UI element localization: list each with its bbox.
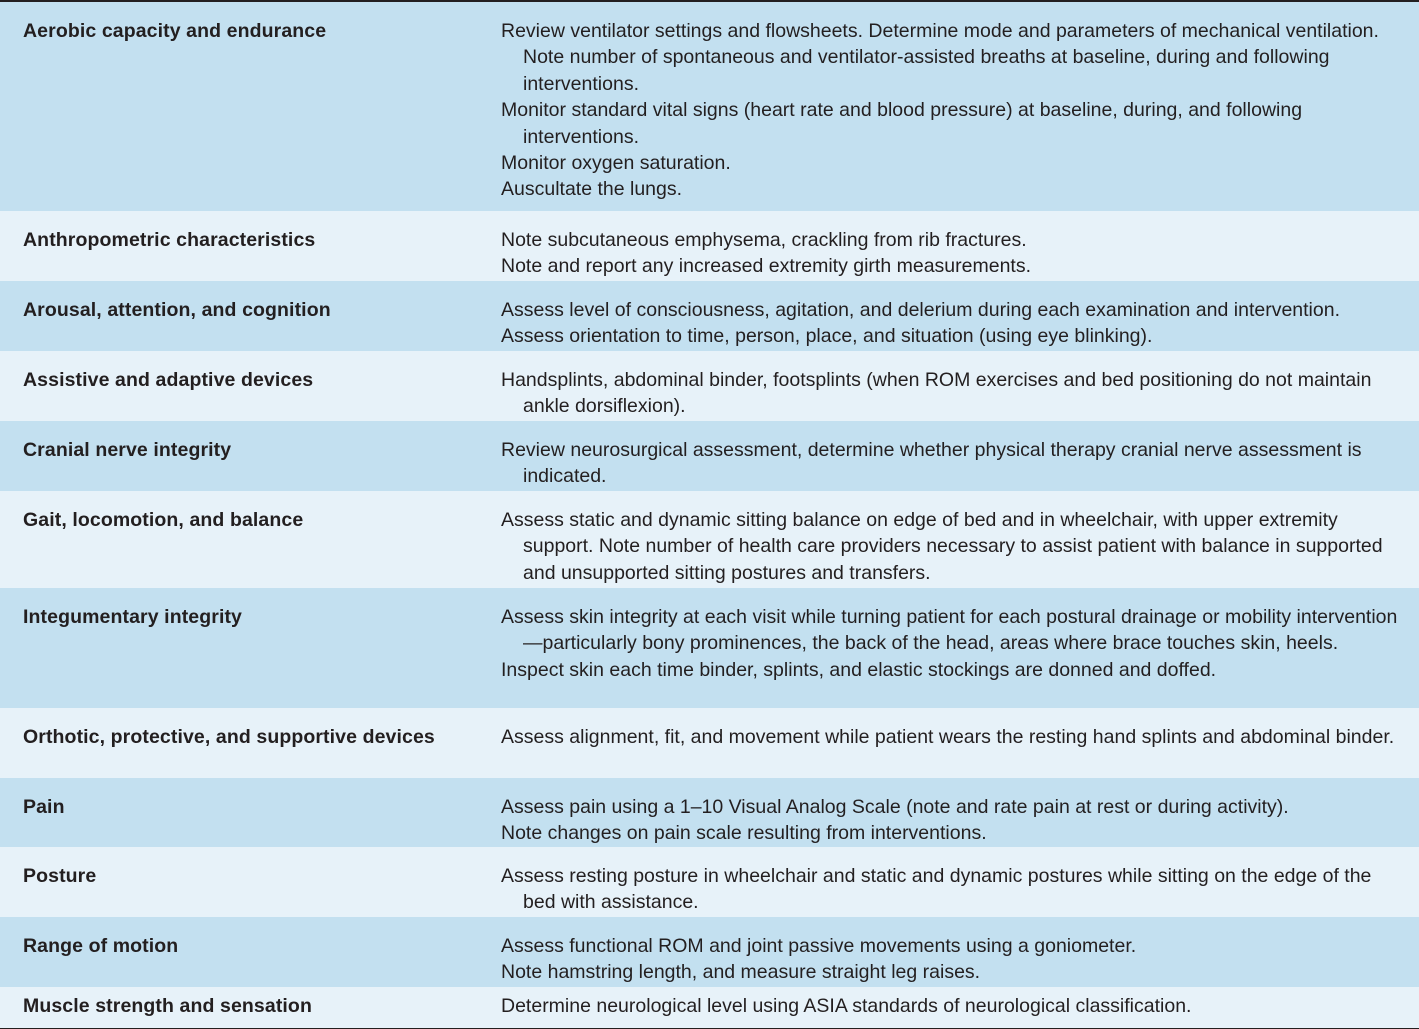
description-line: Assess pain using a 1–10 Visual Analog Scale (note and rate pain at rest or during activity).: [501, 796, 1289, 818]
row-description: [501, 993, 1401, 1019]
table-row: [0, 778, 1419, 847]
table-row: [0, 588, 1419, 708]
table-row: [0, 421, 1419, 491]
row-description: [501, 367, 1401, 420]
description-line: Determine neurological level using ASIA standards of neurological classification.: [501, 995, 1192, 1017]
row-description: [501, 227, 1401, 280]
row-description: [501, 604, 1401, 683]
table-row: [0, 917, 1419, 987]
row-label: Anthropometric characteristics: [23, 229, 316, 251]
row-label: Integumentary integrity: [23, 606, 242, 628]
row-description: [501, 297, 1401, 350]
row-label: Gait, locomotion, and balance: [23, 509, 304, 531]
row-label: Range of motion: [23, 935, 179, 957]
description-line: Assess functional ROM and joint passive movements using a goniometer.: [501, 935, 1137, 957]
description-line: Assess resting posture in wheelchair and static and dynamic postures while sitting on the edge of the bed with assistance.: [501, 865, 1372, 914]
description-line: Assess static and dynamic sitting balance on edge of bed and in wheelchair, with upper extremity support. Note number of health care providers necessary to assist patient with balance in supported and unsupported sitting postures and transfers.: [501, 509, 1383, 584]
description-line: Inspect skin each time binder, splints, and elastic stockings are donned and doffed.: [501, 658, 1217, 681]
description-line: Review ventilator settings and flowsheets. Determine mode and parameters of mechanical ventilation. Note number of spontaneous and ventilator-assisted breaths at baseline, during and following interventions.: [501, 20, 1379, 95]
description-line: Assess skin integrity at each visit while turning patient for each postural drainage or mobility intervention—particularly bony prominences, the back of the head, areas where brace touches skin, heels.: [501, 606, 1398, 655]
description-line: Note subcutaneous emphysema, crackling from rib fractures.: [501, 229, 1027, 251]
row-label: Muscle strength and sensation: [23, 995, 312, 1017]
row-label: Posture: [23, 865, 97, 887]
table-row: [0, 281, 1419, 351]
description-line: Assess alignment, fit, and movement while patient wears the resting hand splints and abdominal binder.: [501, 726, 1395, 748]
description-line: Assess level of consciousness, agitation, and delerium during each examination and intervention.: [501, 299, 1340, 321]
table-row: [0, 708, 1419, 778]
description-line: Handsplints, abdominal binder, footsplints (when ROM exercises and bed positioning do not maintain ankle dorsiflexion).: [501, 369, 1372, 418]
description-line: Note and report any increased extremity girth measurements.: [501, 255, 1031, 278]
row-description: [501, 437, 1401, 490]
description-line: Note hamstring length, and measure straight leg raises.: [501, 961, 981, 984]
description-line: Auscultate the lungs.: [501, 178, 683, 201]
row-description: [501, 863, 1401, 916]
table-row: [0, 847, 1419, 917]
table-row: [0, 211, 1419, 281]
row-description: [501, 724, 1401, 750]
row-description: [501, 18, 1401, 203]
description-line: Monitor oxygen saturation.: [501, 152, 731, 175]
row-description: [501, 933, 1401, 986]
row-description: [501, 794, 1401, 847]
row-label: Pain: [23, 796, 65, 818]
row-label: Orthotic, protective, and supportive devices: [23, 726, 435, 748]
table-row: [0, 2, 1419, 211]
description-line: Review neurosurgical assessment, determine whether physical therapy cranial nerve assessment is indicated.: [501, 439, 1362, 488]
table-row: [0, 351, 1419, 421]
row-label: Aerobic capacity and endurance: [23, 20, 327, 42]
row-label: Arousal, attention, and cognition: [23, 299, 331, 321]
description-line: Note changes on pain scale resulting from interventions.: [501, 822, 987, 845]
row-label: Assistive and adaptive devices: [23, 369, 314, 391]
row-label: Cranial nerve integrity: [23, 439, 232, 461]
description-line: Monitor standard vital signs (heart rate and blood pressure) at baseline, during, and following interventions.: [501, 99, 1303, 148]
row-description: [501, 507, 1401, 586]
description-line: Assess orientation to time, person, place, and situation (using eye blinking).: [501, 325, 1153, 348]
table-row: [0, 491, 1419, 588]
table-row: [0, 987, 1419, 1028]
